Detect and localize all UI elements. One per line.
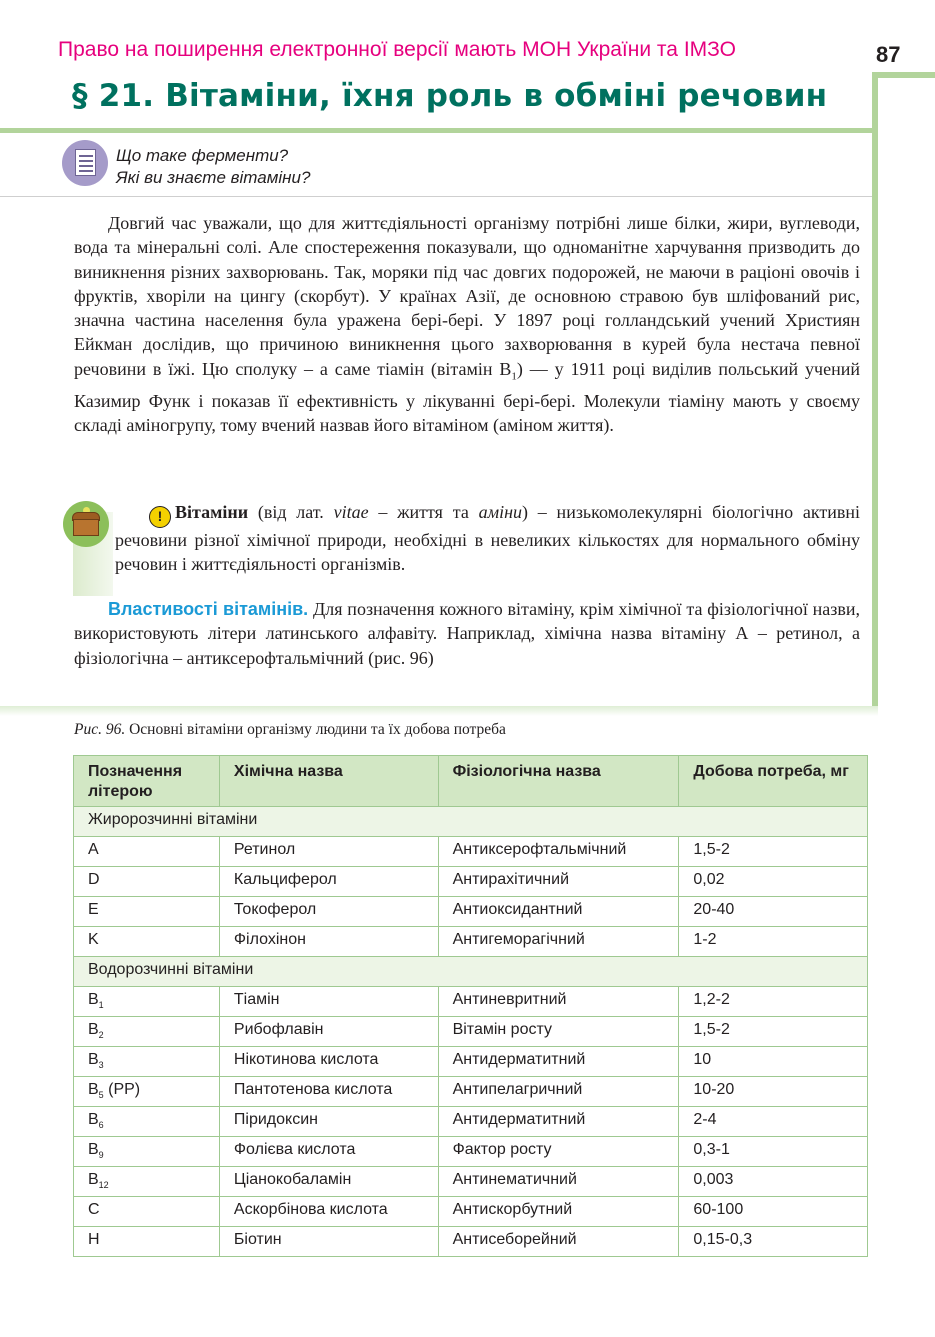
- section-title: § 21. Вітаміни, їхня роль в обміні речовин: [72, 78, 828, 114]
- vitamin-letter: C: [88, 1201, 100, 1218]
- treasure-chest-icon: [63, 501, 109, 547]
- intro-text-part-2: ) — у 1911 році виділив польський учений Казимир Функ і показав її ефективність у лікуванні бері-бері. Молекули тіаміну мають у своєму складі аміногрупу, тому вчений назвав його вітаміном (аміном життя).: [74, 358, 860, 435]
- cell-chemical: Ретинол: [219, 837, 438, 867]
- figure-caption: [74, 721, 506, 739]
- vitamin-letter: A: [88, 841, 99, 858]
- table-row: [74, 1137, 868, 1167]
- cell-dose: 0,02: [679, 867, 868, 897]
- vitamin-subscript: 9: [98, 1150, 104, 1161]
- definition-term: Вітаміни: [175, 502, 249, 522]
- cell-chemical: Філохінон: [219, 927, 438, 957]
- question-2: Які ви знаєте вітаміни?: [116, 168, 311, 187]
- cell-dose: 10-20: [679, 1077, 868, 1107]
- cell-chemical: Ціанокобаламін: [219, 1167, 438, 1197]
- cell-dose: 2-4: [679, 1107, 868, 1137]
- cell-dose: 20-40: [679, 897, 868, 927]
- table-row: [74, 1047, 868, 1077]
- properties-text: Для позначення кожного вітаміну, крім хімічної та фізіологічної назви, використовують літери латинського алфавіту. Наприклад, хімічна назва вітаміну А – ретинол, а фізіологічна – антиксерофтальмічний (рис. 96): [74, 599, 860, 668]
- definition-text-3: ) – низькомолекулярні біологічно активні речовини різної хімічної природи, необхідні в невеликих кількостях для нормального обміну речовин і життєдіяльності організмів.: [115, 502, 861, 575]
- definition-text-2: – життя та: [368, 502, 479, 522]
- table-header-row: [74, 756, 868, 807]
- group-label: Водорозчинні вітаміни: [74, 957, 868, 987]
- cell-physiological: Фактор росту: [438, 1137, 679, 1167]
- table-row: [74, 1077, 868, 1107]
- vitamin-suffix: (PP): [103, 1081, 141, 1098]
- cell-letter: [74, 1227, 220, 1257]
- cell-physiological: Антидерматитний: [438, 1047, 679, 1077]
- group-label: Жиророзчинні вітаміни: [74, 807, 868, 837]
- header-chemical: Хімічна назва: [219, 756, 438, 807]
- definition-amines: аміни: [478, 502, 523, 522]
- vitamins-table: [73, 755, 868, 1257]
- cell-physiological: Антидерматитний: [438, 1107, 679, 1137]
- header-dose: Добова потреба, мг: [679, 756, 868, 807]
- vitamin-letter: B: [88, 1111, 99, 1128]
- cell-physiological: Вітамін росту: [438, 1017, 679, 1047]
- vitamin-letter: B: [88, 1171, 99, 1188]
- decorative-frame-right: [872, 72, 878, 714]
- header-letter: Позначення літерою: [74, 756, 220, 807]
- table-row: [74, 1197, 868, 1227]
- cell-physiological: Антиоксидантний: [438, 897, 679, 927]
- vitamin-letter: B: [88, 1081, 99, 1098]
- cell-physiological: Антигеморагічний: [438, 927, 679, 957]
- cell-chemical: Пантотенова кислота: [219, 1077, 438, 1107]
- cell-dose: 0,003: [679, 1167, 868, 1197]
- cell-chemical: Фолієва кислота: [219, 1137, 438, 1167]
- vitamin-letter: B: [88, 1051, 99, 1068]
- definition-latin: vitae: [333, 502, 369, 522]
- warmup-questions: [116, 145, 310, 189]
- page-number: 87: [876, 42, 901, 67]
- cell-dose: 1,5-2: [679, 1017, 868, 1047]
- table-row: [74, 867, 868, 897]
- cell-letter: [74, 987, 220, 1017]
- table-row: [74, 987, 868, 1017]
- table-row: [74, 1107, 868, 1137]
- cell-physiological: Антинематичний: [438, 1167, 679, 1197]
- cell-chemical: Тіамін: [219, 987, 438, 1017]
- cell-physiological: Антисеборейний: [438, 1227, 679, 1257]
- cell-dose: 0,15-0,3: [679, 1227, 868, 1257]
- cell-chemical: Піридоксин: [219, 1107, 438, 1137]
- intro-paragraph: [74, 211, 860, 437]
- cell-chemical: Нікотинова кислота: [219, 1047, 438, 1077]
- figure-label: Рис. 96.: [74, 721, 126, 738]
- cell-letter: [74, 897, 220, 927]
- cell-letter: [74, 1167, 220, 1197]
- table-row: [74, 927, 868, 957]
- cell-letter: [74, 1197, 220, 1227]
- cell-physiological: Антирахітичний: [438, 867, 679, 897]
- cell-chemical: Токоферол: [219, 897, 438, 927]
- cell-letter: [74, 1047, 220, 1077]
- decorative-frame-top: [872, 72, 935, 78]
- cell-letter: [74, 927, 220, 957]
- header-physiological: Фізіологічна назва: [438, 756, 679, 807]
- table-row: [74, 1227, 868, 1257]
- cell-dose: 10: [679, 1047, 868, 1077]
- notebook-icon: [62, 140, 108, 186]
- vitamin-letter: K: [88, 931, 99, 948]
- cell-physiological: Антискорбутний: [438, 1197, 679, 1227]
- figure-caption-text: Основні вітаміни організму людини та їх добова потреба: [125, 721, 506, 738]
- table-group-row: [74, 807, 868, 837]
- definition-text-1: (від лат.: [248, 502, 334, 522]
- table-row: [74, 897, 868, 927]
- cell-dose: 1,2-2: [679, 987, 868, 1017]
- vitamin-letter: B: [88, 1141, 99, 1158]
- cell-chemical: Рибофлавін: [219, 1017, 438, 1047]
- vitamin-definition: [115, 500, 860, 577]
- cell-chemical: Кальциферол: [219, 867, 438, 897]
- vitamin-letter: D: [88, 871, 100, 888]
- cell-letter: [74, 1137, 220, 1167]
- properties-heading: Властивості вітамінів.: [108, 599, 309, 619]
- exclamation-icon: !: [149, 506, 171, 528]
- vitamin-subscript: 6: [98, 1120, 104, 1131]
- table-group-row: [74, 957, 868, 987]
- cell-chemical: Аскорбінова кислота: [219, 1197, 438, 1227]
- intro-text-part-1: Довгий час уважали, що для життєдіяльності організму потрібні лише білки, жири, вуглеводи, вода та мінеральні солі. Але спостереження показували, що одноманітне харчування призводить до виникнення різних захворювань. Так, моряки під час довгих подорожей, не маючи в раціоні овочів і фруктів, хворіли на цингу (скорбут). У країнах Азії, де основною стравою був шліфований рис, значна частина населення була уражена бері-бері. У 1897 році голландський учений Християн Ейкман дослідив, що причиною виникнення цього захворювання в курей була нестача певної речовини в їжі. Цю сполуку – а саме тіамін (вітамін B: [74, 213, 860, 379]
- copyright-notice: Право на поширення електронної версії мають МОН України та ІМЗО: [58, 38, 736, 61]
- question-1: Що таке ферменти?: [116, 146, 289, 165]
- cell-physiological: Антипелагричний: [438, 1077, 679, 1107]
- vitamin-letter: B: [88, 991, 99, 1008]
- cell-letter: [74, 837, 220, 867]
- vitamin-subscript: 12: [98, 1180, 109, 1191]
- cell-physiological: Антиксерофтальмічний: [438, 837, 679, 867]
- cell-letter: [74, 867, 220, 897]
- table-body: [74, 807, 868, 1257]
- vitamin-letter: E: [88, 901, 99, 918]
- table-row: [74, 837, 868, 867]
- cell-dose: 0,3-1: [679, 1137, 868, 1167]
- vitamin-subscript: 3: [98, 1060, 104, 1071]
- cell-letter: [74, 1107, 220, 1137]
- vitamin-subscript: 5: [98, 1090, 104, 1101]
- vitamin-subscript: 1: [98, 1000, 104, 1011]
- vitamin-letter: H: [88, 1231, 100, 1248]
- vitamin-letter: B: [88, 1021, 99, 1038]
- vitamin-subscript: 2: [98, 1030, 104, 1041]
- cell-letter: [74, 1077, 220, 1107]
- cell-physiological: Антиневритний: [438, 987, 679, 1017]
- cell-chemical: Біотин: [219, 1227, 438, 1257]
- cell-dose: 60-100: [679, 1197, 868, 1227]
- intro-subscript: 1: [511, 370, 517, 383]
- table-row: [74, 1017, 868, 1047]
- cell-letter: [74, 1017, 220, 1047]
- properties-paragraph: [74, 597, 860, 670]
- cell-dose: 1-2: [679, 927, 868, 957]
- cell-dose: 1,5-2: [679, 837, 868, 867]
- table-row: [74, 1167, 868, 1197]
- decorative-frame-bottom: [0, 706, 878, 716]
